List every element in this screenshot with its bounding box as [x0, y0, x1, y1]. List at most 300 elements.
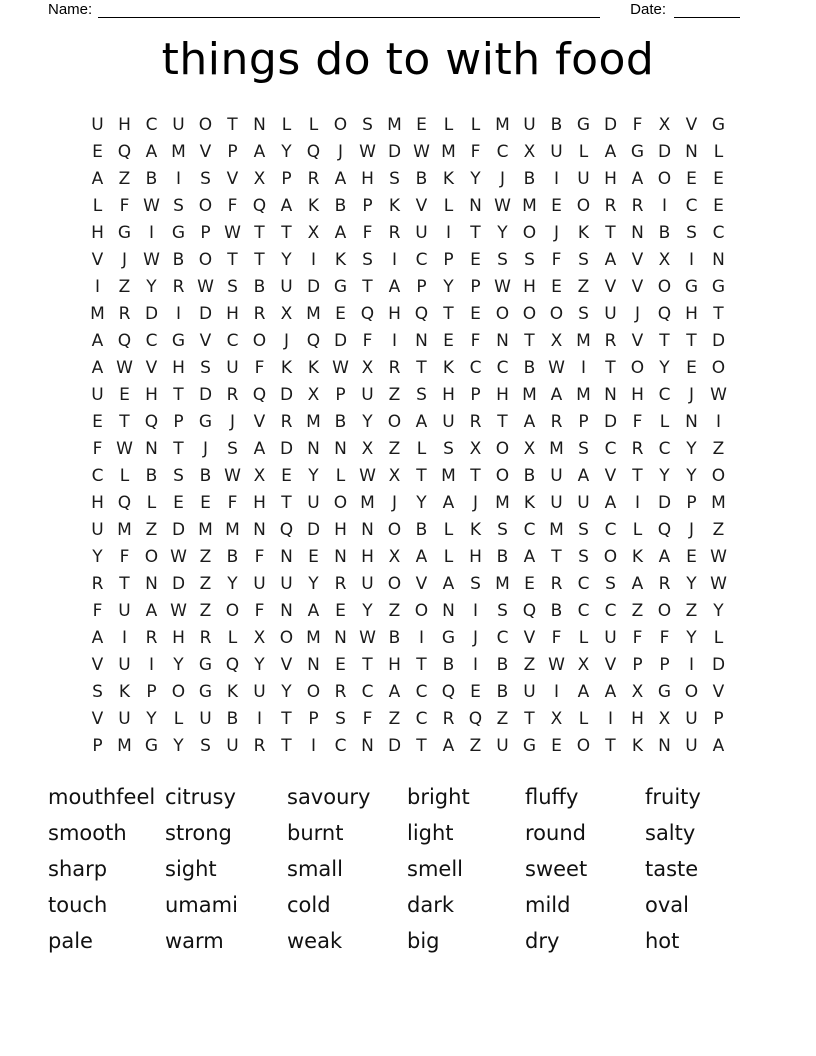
grid-letter[interactable]: G: [144, 735, 159, 756]
grid-letter[interactable]: V: [91, 654, 104, 675]
grid-letter[interactable]: Q: [117, 330, 132, 351]
grid-letter[interactable]: O: [495, 465, 510, 486]
grid-letter[interactable]: O: [252, 330, 267, 351]
grid-letter[interactable]: B: [523, 465, 536, 486]
grid-letter[interactable]: R: [307, 168, 320, 189]
grid-letter[interactable]: L: [713, 141, 724, 162]
grid-letter[interactable]: X: [388, 546, 401, 567]
grid-letter[interactable]: Z: [199, 546, 212, 567]
grid-letter[interactable]: T: [173, 438, 184, 459]
grid-letter[interactable]: H: [361, 168, 374, 189]
grid-letter[interactable]: N: [712, 249, 725, 270]
grid-letter[interactable]: V: [631, 276, 644, 297]
grid-letter[interactable]: T: [524, 708, 535, 729]
grid-letter[interactable]: Y: [173, 654, 184, 675]
grid-letter[interactable]: L: [578, 627, 589, 648]
grid-letter[interactable]: Z: [496, 708, 509, 729]
grid-letter[interactable]: O: [495, 303, 510, 324]
grid-letter[interactable]: F: [362, 222, 373, 243]
grid-letter[interactable]: D: [711, 330, 726, 351]
grid-letter[interactable]: H: [604, 168, 617, 189]
grid-letter[interactable]: X: [253, 627, 266, 648]
grid-letter[interactable]: Z: [388, 600, 401, 621]
grid-letter[interactable]: E: [551, 735, 562, 756]
grid-letter[interactable]: Y: [281, 681, 292, 702]
grid-letter[interactable]: W: [359, 465, 376, 486]
grid-letter[interactable]: T: [605, 735, 616, 756]
grid-letter[interactable]: X: [361, 438, 374, 459]
grid-letter[interactable]: A: [145, 600, 158, 621]
grid-letter[interactable]: Q: [468, 708, 483, 729]
grid-letter[interactable]: C: [604, 600, 617, 621]
grid-letter[interactable]: L: [335, 465, 346, 486]
grid-letter[interactable]: C: [415, 708, 428, 729]
grid-letter[interactable]: J: [688, 384, 694, 405]
grid-letter[interactable]: O: [549, 303, 564, 324]
grid-letter[interactable]: W: [710, 573, 727, 594]
grid-letter[interactable]: L: [578, 141, 589, 162]
grid-letter[interactable]: B: [442, 654, 455, 675]
grid-letter[interactable]: R: [226, 384, 239, 405]
grid-letter[interactable]: B: [145, 465, 158, 486]
grid-letter[interactable]: D: [198, 384, 213, 405]
grid-letter[interactable]: H: [361, 546, 374, 567]
grid-letter[interactable]: Q: [117, 492, 132, 513]
grid-letter[interactable]: R: [469, 411, 482, 432]
grid-letter[interactable]: N: [253, 519, 266, 540]
grid-letter[interactable]: N: [280, 600, 293, 621]
grid-letter[interactable]: N: [361, 735, 374, 756]
grid-letter[interactable]: I: [148, 654, 154, 675]
grid-letter[interactable]: N: [631, 222, 644, 243]
grid-letter[interactable]: D: [306, 519, 321, 540]
grid-letter[interactable]: E: [470, 249, 481, 270]
grid-letter[interactable]: K: [442, 357, 455, 378]
grid-letter[interactable]: Z: [145, 519, 158, 540]
grid-letter[interactable]: G: [576, 114, 591, 135]
grid-letter[interactable]: X: [550, 330, 563, 351]
grid-letter[interactable]: P: [362, 195, 373, 216]
grid-letter[interactable]: O: [711, 357, 726, 378]
grid-letter[interactable]: V: [523, 627, 536, 648]
grid-letter[interactable]: Y: [470, 168, 481, 189]
grid-letter[interactable]: S: [497, 249, 508, 270]
grid-letter[interactable]: P: [227, 141, 238, 162]
grid-letter[interactable]: M: [306, 627, 321, 648]
grid-letter[interactable]: V: [253, 411, 266, 432]
grid-letter[interactable]: X: [253, 465, 266, 486]
grid-letter[interactable]: X: [307, 384, 320, 405]
grid-letter[interactable]: Z: [118, 168, 131, 189]
grid-letter[interactable]: I: [310, 249, 316, 270]
grid-letter[interactable]: N: [334, 546, 347, 567]
grid-letter[interactable]: T: [443, 303, 454, 324]
grid-letter[interactable]: U: [253, 573, 266, 594]
grid-letter[interactable]: Y: [416, 492, 427, 513]
grid-letter[interactable]: W: [143, 195, 160, 216]
grid-letter[interactable]: G: [117, 222, 132, 243]
grid-letter[interactable]: T: [281, 708, 292, 729]
grid-letter[interactable]: M: [387, 114, 402, 135]
grid-letter[interactable]: I: [391, 330, 397, 351]
grid-letter[interactable]: W: [332, 357, 349, 378]
grid-letter[interactable]: O: [387, 411, 402, 432]
grid-letter[interactable]: K: [280, 357, 293, 378]
grid-letter[interactable]: U: [442, 411, 455, 432]
grid-letter[interactable]: T: [470, 465, 481, 486]
grid-letter[interactable]: A: [577, 465, 590, 486]
grid-letter[interactable]: J: [688, 519, 694, 540]
grid-letter[interactable]: C: [685, 195, 698, 216]
grid-letter[interactable]: T: [416, 357, 427, 378]
grid-letter[interactable]: B: [496, 654, 509, 675]
grid-letter[interactable]: V: [604, 654, 617, 675]
grid-letter[interactable]: R: [604, 330, 617, 351]
grid-letter[interactable]: W: [359, 141, 376, 162]
grid-letter[interactable]: A: [523, 546, 536, 567]
grid-letter[interactable]: C: [361, 681, 374, 702]
grid-letter[interactable]: D: [657, 141, 672, 162]
grid-letter[interactable]: K: [631, 735, 644, 756]
grid-letter[interactable]: S: [578, 546, 589, 567]
grid-letter[interactable]: N: [442, 600, 455, 621]
grid-letter[interactable]: X: [307, 222, 320, 243]
grid-letter[interactable]: S: [416, 384, 427, 405]
grid-letter[interactable]: V: [91, 249, 104, 270]
grid-letter[interactable]: U: [415, 222, 428, 243]
grid-letter[interactable]: S: [362, 249, 373, 270]
grid-letter[interactable]: X: [550, 708, 563, 729]
grid-letter[interactable]: D: [387, 735, 402, 756]
grid-letter[interactable]: B: [550, 600, 563, 621]
grid-letter[interactable]: R: [550, 411, 563, 432]
grid-letter[interactable]: M: [711, 492, 726, 513]
grid-letter[interactable]: W: [170, 600, 187, 621]
grid-letter[interactable]: J: [472, 627, 478, 648]
grid-letter[interactable]: M: [522, 384, 537, 405]
date-input-line[interactable]: [674, 1, 740, 18]
grid-letter[interactable]: O: [171, 681, 186, 702]
grid-letter[interactable]: W: [710, 546, 727, 567]
grid-letter[interactable]: O: [495, 438, 510, 459]
grid-letter[interactable]: N: [469, 195, 482, 216]
grid-letter[interactable]: B: [658, 222, 671, 243]
grid-letter[interactable]: T: [281, 492, 292, 513]
grid-letter[interactable]: M: [495, 573, 510, 594]
grid-letter[interactable]: Z: [631, 600, 644, 621]
grid-letter[interactable]: F: [119, 195, 130, 216]
grid-letter[interactable]: N: [307, 654, 320, 675]
grid-letter[interactable]: U: [496, 735, 509, 756]
grid-letter[interactable]: E: [443, 330, 454, 351]
grid-letter[interactable]: N: [361, 519, 374, 540]
grid-letter[interactable]: W: [710, 384, 727, 405]
grid-letter[interactable]: M: [90, 303, 105, 324]
grid-letter[interactable]: O: [144, 546, 159, 567]
grid-letter[interactable]: F: [227, 195, 238, 216]
grid-letter[interactable]: E: [713, 195, 724, 216]
grid-letter[interactable]: E: [335, 600, 346, 621]
grid-letter[interactable]: P: [200, 222, 211, 243]
grid-letter[interactable]: X: [658, 114, 671, 135]
grid-letter[interactable]: O: [630, 357, 645, 378]
grid-letter[interactable]: Q: [144, 411, 159, 432]
grid-letter[interactable]: Y: [308, 573, 319, 594]
grid-letter[interactable]: U: [91, 519, 104, 540]
grid-letter[interactable]: H: [172, 357, 185, 378]
grid-letter[interactable]: S: [173, 465, 184, 486]
grid-letter[interactable]: U: [685, 708, 698, 729]
grid-letter[interactable]: S: [470, 573, 481, 594]
grid-letter[interactable]: F: [659, 627, 670, 648]
grid-letter[interactable]: N: [604, 384, 617, 405]
grid-letter[interactable]: K: [334, 249, 347, 270]
grid-letter[interactable]: B: [334, 411, 347, 432]
grid-letter[interactable]: F: [362, 708, 373, 729]
grid-letter[interactable]: C: [658, 384, 671, 405]
grid-letter[interactable]: J: [202, 438, 208, 459]
grid-letter[interactable]: D: [279, 384, 294, 405]
grid-letter[interactable]: V: [712, 681, 725, 702]
grid-letter[interactable]: E: [551, 195, 562, 216]
grid-letter[interactable]: E: [416, 114, 427, 135]
grid-letter[interactable]: C: [577, 600, 590, 621]
grid-letter[interactable]: Z: [685, 600, 698, 621]
grid-letter[interactable]: I: [715, 411, 721, 432]
grid-letter[interactable]: F: [551, 627, 562, 648]
grid-letter[interactable]: P: [578, 411, 589, 432]
grid-letter[interactable]: S: [173, 195, 184, 216]
grid-letter[interactable]: V: [226, 168, 239, 189]
grid-letter[interactable]: C: [577, 573, 590, 594]
grid-letter[interactable]: O: [522, 222, 537, 243]
grid-letter[interactable]: C: [604, 519, 617, 540]
grid-letter[interactable]: M: [225, 519, 240, 540]
grid-letter[interactable]: J: [283, 330, 289, 351]
grid-letter[interactable]: E: [686, 357, 697, 378]
grid-letter[interactable]: R: [145, 627, 158, 648]
grid-letter[interactable]: U: [604, 627, 617, 648]
grid-letter[interactable]: A: [334, 222, 347, 243]
grid-letter[interactable]: T: [497, 411, 508, 432]
grid-letter[interactable]: A: [631, 168, 644, 189]
grid-letter[interactable]: H: [631, 708, 644, 729]
grid-letter[interactable]: J: [553, 222, 559, 243]
grid-letter[interactable]: M: [576, 384, 591, 405]
grid-letter[interactable]: B: [199, 465, 212, 486]
grid-letter[interactable]: A: [91, 627, 104, 648]
grid-letter[interactable]: Z: [388, 384, 401, 405]
grid-letter[interactable]: H: [91, 492, 104, 513]
grid-letter[interactable]: T: [416, 735, 427, 756]
grid-letter[interactable]: Q: [252, 195, 267, 216]
grid-letter[interactable]: V: [631, 330, 644, 351]
grid-letter[interactable]: R: [550, 573, 563, 594]
grid-letter[interactable]: V: [685, 114, 698, 135]
grid-letter[interactable]: W: [494, 276, 511, 297]
grid-letter[interactable]: Z: [712, 438, 725, 459]
grid-letter[interactable]: W: [548, 654, 565, 675]
grid-letter[interactable]: Y: [146, 708, 157, 729]
grid-letter[interactable]: G: [198, 411, 213, 432]
grid-letter[interactable]: L: [713, 627, 724, 648]
grid-letter[interactable]: I: [418, 627, 424, 648]
grid-letter[interactable]: S: [200, 357, 211, 378]
grid-letter[interactable]: V: [631, 249, 644, 270]
grid-letter[interactable]: U: [604, 303, 617, 324]
grid-letter[interactable]: Q: [252, 384, 267, 405]
grid-letter[interactable]: L: [443, 114, 454, 135]
grid-letter[interactable]: F: [632, 627, 643, 648]
grid-letter[interactable]: D: [387, 141, 402, 162]
grid-letter[interactable]: L: [416, 438, 427, 459]
grid-letter[interactable]: Q: [360, 303, 375, 324]
grid-letter[interactable]: J: [121, 249, 127, 270]
grid-letter[interactable]: T: [119, 573, 130, 594]
grid-letter[interactable]: A: [550, 384, 563, 405]
grid-letter[interactable]: H: [226, 303, 239, 324]
grid-letter[interactable]: A: [334, 168, 347, 189]
grid-letter[interactable]: A: [604, 249, 617, 270]
grid-letter[interactable]: C: [91, 465, 104, 486]
grid-letter[interactable]: O: [198, 195, 213, 216]
grid-letter[interactable]: E: [551, 276, 562, 297]
grid-letter[interactable]: V: [604, 465, 617, 486]
grid-letter[interactable]: X: [523, 141, 536, 162]
grid-letter[interactable]: H: [91, 222, 104, 243]
grid-letter[interactable]: O: [603, 546, 618, 567]
grid-letter[interactable]: F: [227, 492, 238, 513]
grid-letter[interactable]: F: [254, 546, 265, 567]
grid-letter[interactable]: L: [173, 708, 184, 729]
grid-letter[interactable]: T: [713, 303, 724, 324]
grid-letter[interactable]: H: [442, 384, 455, 405]
grid-letter[interactable]: A: [145, 141, 158, 162]
grid-letter[interactable]: P: [146, 681, 157, 702]
grid-letter[interactable]: Z: [118, 276, 131, 297]
grid-letter[interactable]: E: [686, 546, 697, 567]
grid-letter[interactable]: U: [91, 114, 104, 135]
grid-letter[interactable]: O: [657, 168, 672, 189]
grid-letter[interactable]: F: [470, 330, 481, 351]
grid-letter[interactable]: Y: [686, 438, 697, 459]
grid-letter[interactable]: Y: [146, 276, 157, 297]
grid-letter[interactable]: B: [496, 681, 509, 702]
grid-letter[interactable]: O: [657, 600, 672, 621]
grid-letter[interactable]: U: [118, 708, 131, 729]
grid-letter[interactable]: C: [226, 330, 239, 351]
grid-letter[interactable]: R: [334, 573, 347, 594]
grid-letter[interactable]: U: [523, 114, 536, 135]
grid-letter[interactable]: Y: [686, 627, 697, 648]
grid-letter[interactable]: R: [442, 708, 455, 729]
grid-letter[interactable]: L: [281, 114, 292, 135]
grid-letter[interactable]: N: [253, 114, 266, 135]
grid-letter[interactable]: T: [227, 114, 238, 135]
grid-letter[interactable]: E: [686, 168, 697, 189]
grid-letter[interactable]: Y: [659, 357, 670, 378]
grid-letter[interactable]: H: [172, 627, 185, 648]
grid-letter[interactable]: U: [91, 384, 104, 405]
grid-letter[interactable]: D: [279, 438, 294, 459]
grid-letter[interactable]: Y: [443, 276, 454, 297]
grid-letter[interactable]: T: [362, 276, 373, 297]
grid-letter[interactable]: B: [334, 195, 347, 216]
grid-letter[interactable]: U: [577, 168, 590, 189]
grid-letter[interactable]: O: [198, 114, 213, 135]
grid-letter[interactable]: G: [657, 681, 672, 702]
grid-letter[interactable]: P: [659, 654, 670, 675]
grid-letter[interactable]: O: [657, 276, 672, 297]
grid-letter[interactable]: V: [280, 654, 293, 675]
grid-letter[interactable]: G: [171, 222, 186, 243]
grid-letter[interactable]: V: [604, 276, 617, 297]
grid-letter[interactable]: S: [443, 438, 454, 459]
grid-letter[interactable]: F: [632, 411, 643, 432]
grid-letter[interactable]: K: [226, 681, 239, 702]
grid-letter[interactable]: R: [199, 627, 212, 648]
grid-letter[interactable]: G: [711, 276, 726, 297]
grid-letter[interactable]: J: [229, 411, 235, 432]
grid-letter[interactable]: X: [253, 168, 266, 189]
grid-letter[interactable]: B: [253, 276, 266, 297]
grid-letter[interactable]: T: [281, 735, 292, 756]
grid-letter[interactable]: U: [226, 357, 239, 378]
grid-letter[interactable]: N: [685, 411, 698, 432]
grid-letter[interactable]: K: [469, 519, 482, 540]
grid-letter[interactable]: B: [523, 168, 536, 189]
grid-letter[interactable]: P: [416, 276, 427, 297]
grid-letter[interactable]: M: [198, 519, 213, 540]
grid-letter[interactable]: A: [604, 141, 617, 162]
grid-letter[interactable]: M: [171, 141, 186, 162]
grid-letter[interactable]: R: [334, 681, 347, 702]
grid-letter[interactable]: G: [441, 627, 456, 648]
grid-letter[interactable]: A: [712, 735, 725, 756]
grid-letter[interactable]: Q: [225, 654, 240, 675]
grid-letter[interactable]: H: [118, 114, 131, 135]
grid-letter[interactable]: P: [443, 249, 454, 270]
grid-letter[interactable]: B: [226, 546, 239, 567]
grid-letter[interactable]: X: [577, 654, 590, 675]
grid-letter[interactable]: Y: [362, 411, 373, 432]
grid-letter[interactable]: U: [550, 465, 563, 486]
grid-letter[interactable]: T: [119, 411, 130, 432]
grid-letter[interactable]: U: [226, 735, 239, 756]
grid-letter[interactable]: W: [413, 141, 430, 162]
grid-letter[interactable]: O: [576, 195, 591, 216]
grid-letter[interactable]: B: [415, 519, 428, 540]
grid-letter[interactable]: B: [523, 357, 536, 378]
grid-letter[interactable]: E: [92, 411, 103, 432]
grid-letter[interactable]: S: [200, 735, 211, 756]
grid-letter[interactable]: M: [576, 330, 591, 351]
grid-letter[interactable]: V: [415, 573, 428, 594]
grid-letter[interactable]: Z: [523, 654, 536, 675]
grid-letter[interactable]: V: [91, 708, 104, 729]
grid-letter[interactable]: Y: [227, 573, 238, 594]
grid-letter[interactable]: N: [334, 627, 347, 648]
grid-letter[interactable]: G: [684, 276, 699, 297]
grid-letter[interactable]: U: [685, 735, 698, 756]
grid-letter[interactable]: B: [415, 168, 428, 189]
grid-letter[interactable]: H: [334, 519, 347, 540]
grid-letter[interactable]: I: [472, 654, 478, 675]
grid-letter[interactable]: A: [307, 600, 320, 621]
grid-letter[interactable]: S: [362, 114, 373, 135]
grid-letter[interactable]: C: [415, 681, 428, 702]
grid-letter[interactable]: C: [712, 222, 725, 243]
